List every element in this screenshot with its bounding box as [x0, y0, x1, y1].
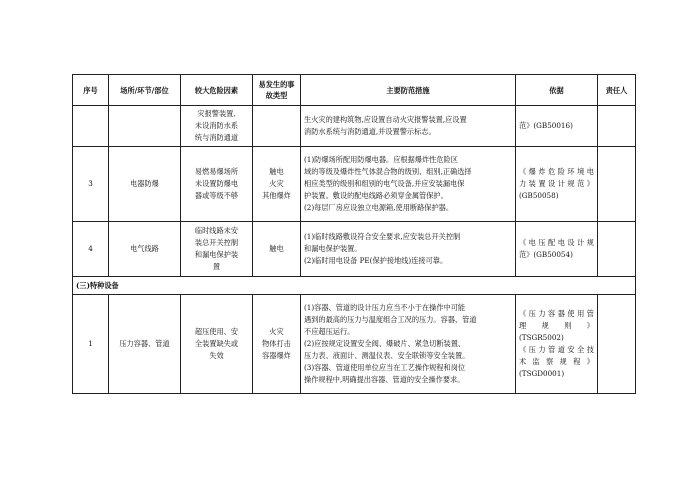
risk-table	[72, 74, 636, 394]
cell-measures-line: 相应类型的级别和组别的电气设备,并应安装漏电保	[304, 179, 465, 188]
cell-hazard-line: 未设置防爆电	[194, 179, 239, 188]
cell-place: 压力容器、管道	[109, 295, 181, 394]
header-accident-line1: 易发生的事	[258, 80, 295, 89]
table-header-row	[73, 75, 636, 106]
cell-hazard	[181, 147, 253, 222]
table-body	[73, 106, 636, 394]
cell-accident-type-line: 其他爆炸	[262, 191, 291, 200]
section-row	[73, 277, 636, 295]
cell-hazard-line: 失效	[209, 351, 224, 360]
cell-hazard-line: 易燃易爆场所	[194, 167, 239, 176]
header-hazard: 较大危险因素	[181, 75, 253, 106]
cell-measures-line: 操作规程中,明确提出容器、管道的安全操作要求。	[304, 375, 465, 384]
cell-basis-line: 《电压配电设计规	[519, 238, 594, 247]
cell-hazard-line: 临时线路未安	[194, 226, 239, 235]
cell-measures-line: (3)容器、管道使用单位应当在工艺操作规程和岗位	[304, 363, 466, 372]
cell-measures-line: 和漏电保护装置。	[304, 244, 362, 253]
cell-basis	[516, 222, 598, 277]
header-accident-type	[253, 75, 301, 106]
cell-accident-type-line: 触电	[269, 167, 284, 176]
cell-place	[109, 106, 181, 147]
header-no: 序号	[73, 75, 109, 106]
cell-hazard	[181, 222, 253, 277]
cell-place: 电器防爆	[109, 147, 181, 222]
cell-basis-line: 力装置设计规范》	[519, 179, 594, 188]
cell-owner	[598, 295, 636, 394]
cell-basis-line: 范》(GB50016)	[519, 121, 573, 130]
cell-accident-type-line: 火灾	[269, 179, 284, 188]
cell-measures-line: 护装置。敷设的配电线路必须穿金属管保护。	[304, 191, 448, 200]
table-row	[73, 295, 636, 394]
table-row	[73, 147, 636, 222]
cell-measures-line: 域的等级及爆炸性气体混合物的级别、组别,正确选择	[304, 167, 472, 176]
cell-hazard-line: 超压使用、安	[194, 327, 239, 336]
cell-measures	[301, 147, 516, 222]
cell-basis-line: 理 规 则 》	[519, 321, 594, 330]
cell-accident-type-line: 火灾	[269, 327, 284, 336]
cell-basis	[516, 147, 598, 222]
cell-accident-type	[253, 295, 301, 394]
cell-measures-line: (2)应按规定设置安全阀、爆破片、紧急切断装置、	[304, 339, 466, 348]
cell-measures	[301, 106, 516, 147]
cell-measures-line: (1)容器、管道的设计压力应当不小于在操作中可能	[304, 303, 466, 312]
cell-measures-line: (1)临时线路敷设符合安全要求,应安装总开关控制	[304, 232, 461, 241]
cell-basis-line: (GB50058)	[519, 191, 559, 200]
table-row	[73, 222, 636, 277]
cell-measures-line: (2)临时用电设备 PE(保护接地线)连接可靠。	[304, 256, 448, 265]
cell-no	[73, 106, 109, 147]
table-row	[73, 106, 636, 147]
cell-accident-type-line: 容器爆炸	[262, 351, 291, 360]
cell-hazard-line: 统与消防通道	[194, 133, 239, 142]
cell-accident-type-line: 触电	[269, 244, 284, 253]
cell-measures	[301, 222, 516, 277]
cell-hazard	[181, 295, 253, 394]
cell-measures-line: 不应超压运行。	[304, 327, 355, 336]
cell-basis	[516, 106, 598, 147]
cell-basis-line: 《爆炸危险环境电	[519, 167, 594, 176]
cell-accident-type	[253, 222, 301, 277]
cell-measures-line: 压力表、液面计、测温仪表、安全联锁等安全装置。	[304, 351, 470, 360]
cell-measures-line: (1)防爆场所配用防爆电器。应根据爆炸性危险区	[304, 155, 458, 164]
cell-accident-type-line: 物体打击	[262, 339, 291, 348]
cell-hazard-line: 器或等级不够	[194, 191, 239, 200]
cell-basis	[516, 295, 598, 394]
cell-basis-line: (TSGD0001)	[519, 369, 565, 378]
cell-owner	[598, 222, 636, 277]
header-measures: 主要防范措施	[301, 75, 516, 106]
cell-measures	[301, 295, 516, 394]
cell-basis-line: (TSGR5002)	[519, 333, 564, 342]
header-basis: 依据	[516, 75, 598, 106]
cell-measures-line: 生火灾的建构筑物,应设置自动火灾报警装置,应设置	[304, 115, 467, 124]
cell-accident-type	[253, 106, 301, 147]
cell-accident-type	[253, 147, 301, 222]
cell-basis-line: 《压力容器使用管	[519, 309, 594, 318]
cell-hazard-line: 未设消防水系	[194, 121, 239, 130]
cell-hazard-line: 全装置缺失或	[194, 339, 239, 348]
cell-measures-line: 遇到的最高的压力与温度组合工况的压力。容器、管道	[304, 315, 477, 324]
cell-hazard-line: 和漏电保护装	[194, 250, 239, 259]
cell-hazard-line: 置	[212, 262, 221, 271]
cell-owner	[598, 147, 636, 222]
cell-basis-line: 范》(GB50054)	[519, 250, 573, 259]
header-accident-line2: 故类型	[265, 91, 288, 100]
cell-hazard-line: 灾报警装置,	[197, 109, 236, 118]
cell-measures-line: (2)每层厂房应设独立电源箱,使用断路保护器。	[304, 203, 454, 212]
cell-owner	[598, 106, 636, 147]
cell-hazard	[181, 106, 253, 147]
cell-measures-line: 消防水系统与消防通道,并设置警示标志。	[304, 127, 436, 136]
header-owner: 责任人	[598, 75, 636, 106]
cell-basis-line: 术 监 察 规 程 》	[519, 357, 594, 366]
cell-no: 1	[73, 295, 109, 394]
cell-no: 4	[73, 222, 109, 277]
cell-basis-line: 《压力管道安全技	[519, 345, 594, 354]
cell-no: 3	[73, 147, 109, 222]
header-place: 场所/环节/部位	[109, 75, 181, 106]
cell-place: 电气线路	[109, 222, 181, 277]
section-title: (三)特种设备	[73, 277, 636, 295]
cell-hazard-line: 装总开关控制	[194, 238, 239, 247]
